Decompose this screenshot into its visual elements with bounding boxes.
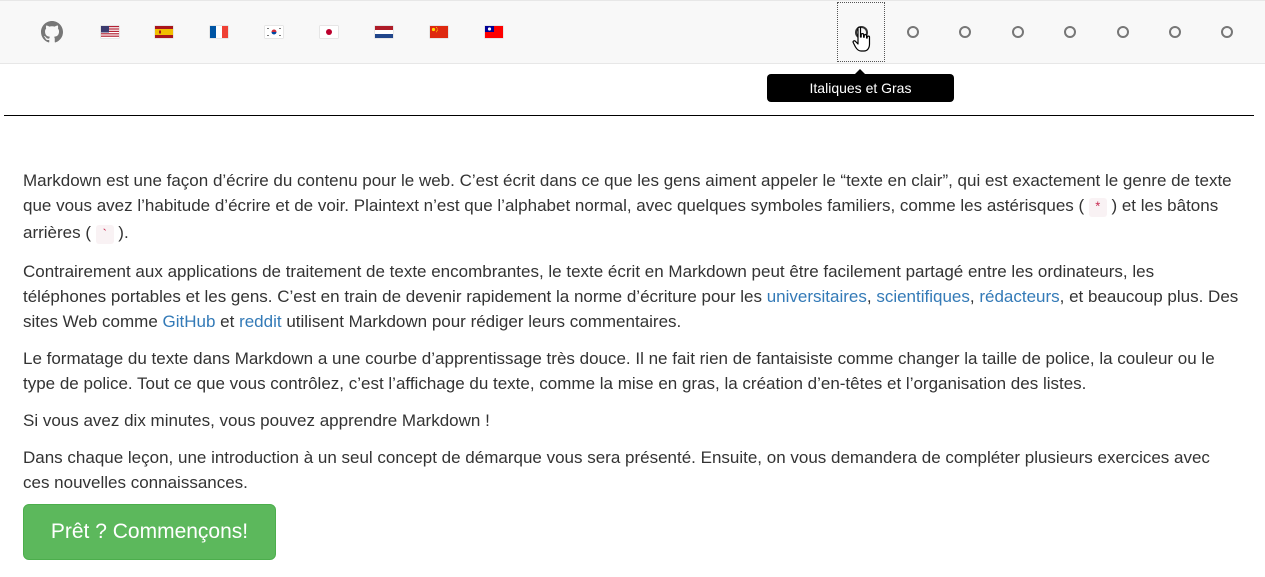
intro-paragraph-5: Dans chaque leçon, une introduction à un seul concept de démarque vous sera présenté. Ensuite, on vous demandera de compléter plusieurs exercices avec ces nouvelles connaissances.	[23, 448, 1210, 492]
intro-paragraph-4: Si vous avez dix minutes, vous pouvez apprendre Markdown !	[23, 411, 490, 430]
link-universitaires[interactable]: universitaires	[766, 287, 867, 306]
flag-tw-icon[interactable]	[485, 26, 503, 38]
lesson-link-2[interactable]	[889, 2, 937, 62]
lesson-link-1[interactable]	[837, 2, 885, 62]
lesson-dot-icon	[1012, 26, 1024, 38]
lesson-tooltip: Italiques et Gras	[767, 74, 954, 102]
flag-es-icon[interactable]	[155, 26, 173, 38]
lesson-link-3[interactable]	[941, 2, 989, 62]
intro-paragraph-1: Markdown est une façon d’écrire du contenu pour le web. C’est écrit dans ce que les gens aiment appeler le “texte en clair”, qui est exactement le genre de texte que vous avez l’habitude d’écrire et de voir. Plaintext n’est que l’alphabet normal, avec quelques symboles familiers, comme les astérisques ( * ) et les bâtons arrières ( ` ).	[23, 171, 1232, 242]
flag-us-icon[interactable]	[101, 26, 119, 38]
lesson-link-6[interactable]	[1099, 2, 1147, 62]
flag-nl-icon[interactable]	[375, 26, 393, 38]
start-button[interactable]: Prêt ? Commençons!	[23, 504, 276, 560]
lesson-dot-icon	[907, 26, 919, 38]
intro-content	[23, 168, 1241, 507]
flag-kr-icon[interactable]	[265, 26, 283, 38]
link-scientifiques[interactable]: scientifiques	[876, 287, 970, 306]
flag-cn-icon[interactable]	[430, 26, 448, 38]
lesson-link-5[interactable]	[1046, 2, 1094, 62]
navbar	[0, 0, 1265, 64]
lesson-dot-icon	[959, 26, 971, 38]
link-reddit[interactable]: reddit	[239, 312, 282, 331]
intro-paragraph-2: Contrairement aux applications de traitement de texte encombrantes, le texte écrit en Markdown peut être facilement partagé entre les ordinateurs, les téléphones portables et les gens. C’est en train de devenir rapidement la norme d’écriture pour les universitaires, scientifiques, rédacteurs, et beaucoup plus. Des sites Web comme GitHub et reddit utilisent Markdown pour rédiger leurs commentaires.	[23, 262, 1239, 331]
lesson-dot-icon	[1169, 26, 1181, 38]
link-github[interactable]: GitHub	[162, 312, 216, 331]
lesson-dot-icon	[1064, 26, 1076, 38]
lesson-link-8[interactable]	[1203, 2, 1251, 62]
flag-fr-icon[interactable]	[210, 26, 228, 38]
divider	[4, 115, 1254, 116]
backtick-code: `	[96, 225, 114, 244]
lesson-dot-icon	[1117, 26, 1129, 38]
lesson-link-4[interactable]	[994, 2, 1042, 62]
lesson-dot-icon	[855, 26, 868, 39]
lesson-link-7[interactable]	[1151, 2, 1199, 62]
github-icon[interactable]	[41, 21, 63, 43]
flag-jp-icon[interactable]	[320, 26, 338, 38]
link-redacteurs[interactable]: rédacteurs	[979, 287, 1060, 306]
lesson-dot-icon	[1221, 26, 1233, 38]
asterisk-code: *	[1089, 198, 1107, 217]
intro-paragraph-3: Le formatage du texte dans Markdown a une courbe d’apprentissage très douce. Il ne fait rien de fantaisiste comme changer la taille de police, la couleur ou le type de police. Tout ce que vous contrôlez, c’est l’affichage du texte, comme la mise en gras, la création d’en-têtes et l’organisation des listes.	[23, 349, 1215, 393]
